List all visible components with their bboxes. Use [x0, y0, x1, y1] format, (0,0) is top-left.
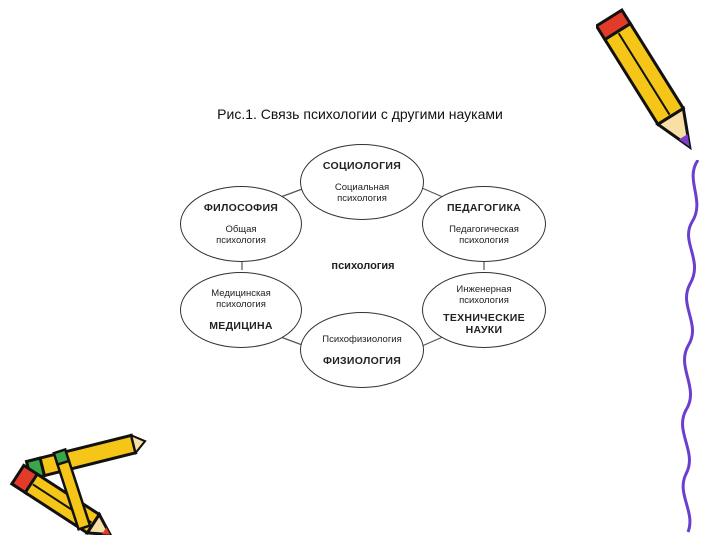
psychology-relations-diagram	[170, 140, 560, 390]
node-medicine-title: МЕДИЦИНА	[209, 320, 273, 332]
node-medicine-sub-2: психология	[216, 299, 266, 310]
node-technical-sub-1: Инженерная	[456, 284, 512, 295]
node-medicine-sub-1: Медицинская	[211, 288, 271, 299]
node-sociology-sub-2: психология	[337, 193, 387, 204]
node-pedagogy-title: ПЕДАГОГИКА	[446, 202, 522, 214]
node-pedagogy-sub-1: Педагогическая	[449, 224, 519, 235]
node-philosophy-sub-2: психология	[216, 235, 266, 246]
node-physiology-sub-1: Психофизиология	[322, 333, 402, 345]
node-technical	[422, 272, 546, 348]
node-physiology-title: ФИЗИОЛОГИЯ	[322, 354, 402, 367]
node-technical-sub-2: психология	[459, 295, 509, 306]
node-pedagogy	[422, 186, 546, 262]
node-physiology	[300, 312, 424, 388]
node-technical-title-2: НАУКИ	[465, 324, 503, 336]
node-sociology-title: СОЦИОЛОГИЯ	[322, 160, 402, 172]
figure-caption: Рис.1. Связь психологии с другими науками	[217, 106, 503, 122]
center-label: психология	[331, 260, 395, 272]
pencils-bottom-left-icon	[0, 430, 150, 535]
node-sociology-sub-1: Социальная	[334, 182, 390, 193]
node-sociology	[300, 144, 424, 220]
wavy-border-right	[676, 160, 716, 536]
node-philosophy-title: ФИЛОСОФИЯ	[203, 202, 279, 214]
node-medicine	[180, 272, 302, 348]
node-philosophy	[180, 186, 302, 262]
node-pedagogy-sub-2: психология	[459, 235, 509, 246]
node-philosophy-sub-1: Общая	[225, 224, 257, 235]
node-technical-title-1: ТЕХНИЧЕСКИЕ	[443, 312, 525, 324]
pencil-top-right-icon	[596, 0, 706, 170]
